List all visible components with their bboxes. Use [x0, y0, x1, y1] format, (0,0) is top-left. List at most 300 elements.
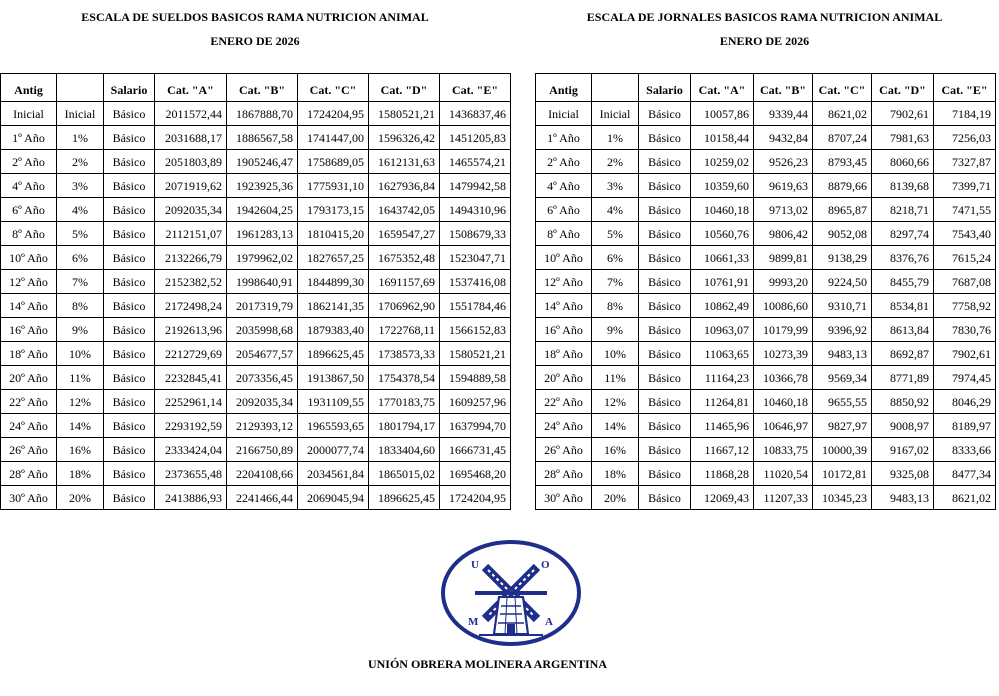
table-cell: 7981,63 [872, 126, 934, 150]
table-row [536, 318, 996, 342]
table-cell: 22º Año [1, 390, 57, 414]
table-cell: Inicial [536, 102, 592, 126]
table-cell: 1942604,25 [227, 198, 298, 222]
table-cell: 1479942,58 [440, 174, 511, 198]
table-cell: 8692,87 [872, 342, 934, 366]
table-cell: Básico [104, 486, 155, 510]
table-cell: 7471,55 [934, 198, 996, 222]
table-cell: 9% [57, 318, 104, 342]
wage-table [535, 73, 996, 510]
table-cell: 1998640,91 [227, 270, 298, 294]
table-cell: Básico [639, 294, 691, 318]
table-cell: 9310,71 [813, 294, 872, 318]
table-cell: 1436837,46 [440, 102, 511, 126]
table-cell: 3% [592, 174, 639, 198]
table-cell: 1722768,11 [369, 318, 440, 342]
table-cell: 10366,78 [754, 366, 813, 390]
table-cell: Básico [104, 126, 155, 150]
table-cell: 10661,33 [691, 246, 754, 270]
table-cell: 2152382,52 [155, 270, 227, 294]
table-cell: 1691157,69 [369, 270, 440, 294]
table-cell: 7902,61 [872, 102, 934, 126]
table-cell: 8139,68 [872, 174, 934, 198]
table-cell: 8477,34 [934, 462, 996, 486]
table-row [1, 342, 511, 366]
table-cell: 1627936,84 [369, 174, 440, 198]
table-cell: 1862141,35 [298, 294, 369, 318]
column-header: Cat. "D" [872, 74, 934, 102]
table-cell: Básico [104, 390, 155, 414]
table-cell: 1451205,83 [440, 126, 511, 150]
table-cell: 10460,18 [754, 390, 813, 414]
table-cell: 9138,29 [813, 246, 872, 270]
table-cell: 1961283,13 [227, 222, 298, 246]
logo-letter-m: M [468, 616, 479, 628]
table-cell: 7758,92 [934, 294, 996, 318]
table-cell: 2011572,44 [155, 102, 227, 126]
table-row [536, 270, 996, 294]
logo-letter-u: U [471, 559, 479, 571]
table-cell: 2071919,62 [155, 174, 227, 198]
table-cell: 28º Año [536, 462, 592, 486]
table-cell: 8621,02 [934, 486, 996, 510]
table-cell: 1596326,42 [369, 126, 440, 150]
salary-date: ENERO DE 2026 [210, 34, 300, 48]
table-cell: Básico [104, 462, 155, 486]
table-cell: Básico [104, 438, 155, 462]
table-cell: Básico [639, 222, 691, 246]
table-cell: 1965593,65 [298, 414, 369, 438]
table-cell: 10273,39 [754, 342, 813, 366]
table-row [1, 150, 511, 174]
table-cell: 1523047,71 [440, 246, 511, 270]
table-row [536, 222, 996, 246]
table-cell: 9325,08 [872, 462, 934, 486]
table-cell: 2092035,34 [227, 390, 298, 414]
table-cell: 8046,29 [934, 390, 996, 414]
table-cell: 1º Año [536, 126, 592, 150]
table-cell: 1867888,70 [227, 102, 298, 126]
table-cell: 3% [57, 174, 104, 198]
table-cell: 10% [592, 342, 639, 366]
table-cell: Inicial [57, 102, 104, 126]
table-cell: 10º Año [536, 246, 592, 270]
table-cell: 1465574,21 [440, 150, 511, 174]
table-cell: 22º Año [536, 390, 592, 414]
table-cell: 10057,86 [691, 102, 754, 126]
table-cell: 10646,97 [754, 414, 813, 438]
table-cell: 2232845,41 [155, 366, 227, 390]
column-header: Antig [1, 74, 57, 102]
table-cell: 8534,81 [872, 294, 934, 318]
table-row [536, 198, 996, 222]
table-cell: 10259,02 [691, 150, 754, 174]
table-cell: 2172498,24 [155, 294, 227, 318]
table-cell: 1494310,96 [440, 198, 511, 222]
table-cell: 18º Año [536, 342, 592, 366]
table-cell: 7974,45 [934, 366, 996, 390]
table-cell: 8850,92 [872, 390, 934, 414]
table-cell: Básico [639, 462, 691, 486]
table-cell: 8333,66 [934, 438, 996, 462]
header-row [1, 74, 511, 102]
column-header: Cat. "E" [440, 74, 511, 102]
table-cell: 28º Año [1, 462, 57, 486]
table-cell: 1566152,83 [440, 318, 511, 342]
table-cell: 2034561,84 [298, 462, 369, 486]
table-cell: 2132266,79 [155, 246, 227, 270]
table-cell: 20º Año [1, 366, 57, 390]
table-cell: 1905246,47 [227, 150, 298, 174]
table-cell: 9899,81 [754, 246, 813, 270]
table-cell: 8º Año [1, 222, 57, 246]
table-cell: 1724204,95 [440, 486, 511, 510]
table-row [1, 126, 511, 150]
table-cell: 9483,13 [872, 486, 934, 510]
table-cell: 11063,65 [691, 342, 754, 366]
column-header: Cat. "E" [934, 74, 996, 102]
table-cell: 9483,13 [813, 342, 872, 366]
table-cell: 18º Año [1, 342, 57, 366]
wage-date: ENERO DE 2026 [719, 34, 810, 48]
table-row [1, 390, 511, 414]
table-cell: 11164,23 [691, 366, 754, 390]
table-cell: 10460,18 [691, 198, 754, 222]
table-cell: 2º Año [1, 150, 57, 174]
table-cell: 1594889,58 [440, 366, 511, 390]
table-cell: 1551784,46 [440, 294, 511, 318]
table-cell: 1609257,96 [440, 390, 511, 414]
table-cell: 2051803,89 [155, 150, 227, 174]
table-cell: Inicial [1, 102, 57, 126]
table-cell: 6º Año [536, 198, 592, 222]
table-cell: 8376,76 [872, 246, 934, 270]
table-row [1, 486, 511, 510]
table-cell: 2069045,94 [298, 486, 369, 510]
table-cell: 8771,89 [872, 366, 934, 390]
table-cell: 7902,61 [934, 342, 996, 366]
table-cell: 1675352,48 [369, 246, 440, 270]
table-cell: 6% [57, 246, 104, 270]
column-header: Cat. "B" [227, 74, 298, 102]
table-cell: 10963,07 [691, 318, 754, 342]
table-cell: 11% [592, 366, 639, 390]
table-cell: 10345,23 [813, 486, 872, 510]
table-cell: 2031688,17 [155, 126, 227, 150]
table-cell: 1537416,08 [440, 270, 511, 294]
table-cell: Básico [639, 438, 691, 462]
wage-title: ESCALA DE JORNALES BASICOS RAMA NUTRICION ANIMAL [586, 10, 943, 24]
table-cell: Básico [104, 102, 155, 126]
table-cell: 11868,28 [691, 462, 754, 486]
table-cell: 1775931,10 [298, 174, 369, 198]
table-cell: 1724204,95 [298, 102, 369, 126]
table-cell: 11667,12 [691, 438, 754, 462]
table-cell: 2333424,04 [155, 438, 227, 462]
table-row [1, 198, 511, 222]
table-cell: Básico [639, 126, 691, 150]
table-cell: 16% [592, 438, 639, 462]
table-cell: Inicial [592, 102, 639, 126]
table-cell: 9569,34 [813, 366, 872, 390]
table-row [1, 102, 511, 126]
table-cell: 11020,54 [754, 462, 813, 486]
table-row [536, 150, 996, 174]
table-cell: 9655,55 [813, 390, 872, 414]
table-cell: 1827657,25 [298, 246, 369, 270]
salary-table [0, 73, 511, 510]
table-cell: 12º Año [1, 270, 57, 294]
table-cell: 9713,02 [754, 198, 813, 222]
table-cell: 10833,75 [754, 438, 813, 462]
table-cell: 1706962,90 [369, 294, 440, 318]
table-cell: 5% [592, 222, 639, 246]
table-cell: 2413886,93 [155, 486, 227, 510]
column-header: Cat. "D" [369, 74, 440, 102]
table-cell: Básico [639, 318, 691, 342]
table-cell: 10158,44 [691, 126, 754, 150]
table-cell: 12º Año [536, 270, 592, 294]
table-row [536, 174, 996, 198]
windmill-icon [475, 567, 547, 635]
table-cell: 30º Año [536, 486, 592, 510]
table-cell: 4º Año [536, 174, 592, 198]
table-cell: 26º Año [1, 438, 57, 462]
table-cell: 1738573,33 [369, 342, 440, 366]
table-cell: 5% [57, 222, 104, 246]
table-cell: 1833404,60 [369, 438, 440, 462]
table-cell: 2054677,57 [227, 342, 298, 366]
table-cell: 1923925,36 [227, 174, 298, 198]
table-cell: 9526,23 [754, 150, 813, 174]
table-row [536, 126, 996, 150]
table-row [1, 414, 511, 438]
table-cell: 1666731,45 [440, 438, 511, 462]
table-cell: 4º Año [1, 174, 57, 198]
table-row [536, 414, 996, 438]
column-header: Cat. "B" [754, 74, 813, 102]
table-cell: 6% [592, 246, 639, 270]
table-cell: 2% [592, 150, 639, 174]
table-cell: Básico [104, 150, 155, 174]
footer-org-text: UNIÓN OBRERA MOLINERA ARGENTINA [367, 657, 608, 671]
table-cell: Básico [639, 102, 691, 126]
table-cell: Básico [639, 174, 691, 198]
table-cell: 14% [592, 414, 639, 438]
table-cell: 10359,60 [691, 174, 754, 198]
table-cell: 9339,44 [754, 102, 813, 126]
table-cell: Básico [639, 150, 691, 174]
table-cell: Básico [639, 198, 691, 222]
table-cell: 8707,24 [813, 126, 872, 150]
table-cell: 1879383,40 [298, 318, 369, 342]
table-cell: 1810415,20 [298, 222, 369, 246]
table-cell: Básico [639, 414, 691, 438]
table-cell: 9806,42 [754, 222, 813, 246]
table-cell: 1580521,21 [440, 342, 511, 366]
table-cell: 1612131,63 [369, 150, 440, 174]
table-cell: 1637994,70 [440, 414, 511, 438]
table-cell: 1931109,55 [298, 390, 369, 414]
table-cell: 18% [592, 462, 639, 486]
column-header: Cat. "A" [155, 74, 227, 102]
column-header: Cat. "A" [691, 74, 754, 102]
table-row [536, 342, 996, 366]
table-row [536, 462, 996, 486]
table-cell: 1% [592, 126, 639, 150]
table-row [1, 294, 511, 318]
table-cell: 1758689,05 [298, 150, 369, 174]
column-header: Salario [104, 74, 155, 102]
table-row [1, 438, 511, 462]
table-cell: 14º Año [1, 294, 57, 318]
table-cell: 7543,40 [934, 222, 996, 246]
table-row [1, 270, 511, 294]
table-cell: 8455,79 [872, 270, 934, 294]
table-cell: 24º Año [1, 414, 57, 438]
table-cell: 8189,97 [934, 414, 996, 438]
table-row [536, 486, 996, 510]
table-cell: Básico [639, 366, 691, 390]
table-cell: Básico [104, 414, 155, 438]
table-row [536, 294, 996, 318]
table-cell: 2017319,79 [227, 294, 298, 318]
table-cell: 8879,66 [813, 174, 872, 198]
table-cell: 8613,84 [872, 318, 934, 342]
table-cell: 9619,63 [754, 174, 813, 198]
table-cell: 8621,02 [813, 102, 872, 126]
table-cell: 7256,03 [934, 126, 996, 150]
table-cell: 1886567,58 [227, 126, 298, 150]
table-cell: 2166750,89 [227, 438, 298, 462]
table-cell: 11264,81 [691, 390, 754, 414]
table-cell: Básico [104, 318, 155, 342]
table-cell: 9827,97 [813, 414, 872, 438]
table-cell: 2373655,48 [155, 462, 227, 486]
table-cell: Básico [104, 174, 155, 198]
table-cell: Básico [104, 270, 155, 294]
table-row [1, 246, 511, 270]
column-header: Cat. "C" [813, 74, 872, 102]
table-row [536, 366, 996, 390]
table-cell: 7687,08 [934, 270, 996, 294]
table-cell: 10761,91 [691, 270, 754, 294]
table-row [1, 318, 511, 342]
table-cell: 1844899,30 [298, 270, 369, 294]
table-cell: 11% [57, 366, 104, 390]
table-cell: 10086,60 [754, 294, 813, 318]
table-cell: 6º Año [1, 198, 57, 222]
header-row [536, 74, 996, 102]
table-cell: Básico [639, 270, 691, 294]
table-cell: 7615,24 [934, 246, 996, 270]
table-cell: 7184,19 [934, 102, 996, 126]
table-cell: 1801794,17 [369, 414, 440, 438]
table-cell: 1º Año [1, 126, 57, 150]
table-cell: 9993,20 [754, 270, 813, 294]
table-cell: 9167,02 [872, 438, 934, 462]
table-cell: 2252961,14 [155, 390, 227, 414]
table-row [1, 174, 511, 198]
table-cell: 1643742,05 [369, 198, 440, 222]
footer-org-name [0, 657, 999, 672]
table-row [536, 390, 996, 414]
table-cell: 2% [57, 150, 104, 174]
table-cell: 2º Año [536, 150, 592, 174]
table-cell: 10000,39 [813, 438, 872, 462]
salary-title: ESCALA DE SUELDOS BASICOS RAMA NUTRICION ANIMAL [81, 10, 429, 24]
table-cell: 1896625,45 [298, 342, 369, 366]
table-cell: 7327,87 [934, 150, 996, 174]
column-header: Salario [639, 74, 691, 102]
table-cell: 14% [57, 414, 104, 438]
table-cell: Básico [639, 486, 691, 510]
table-cell: 10560,76 [691, 222, 754, 246]
uoma-logo [441, 540, 581, 646]
table-cell: 9224,50 [813, 270, 872, 294]
table-cell: 1695468,20 [440, 462, 511, 486]
table-cell: 14º Año [536, 294, 592, 318]
table-cell: 1865015,02 [369, 462, 440, 486]
table-cell: 12069,43 [691, 486, 754, 510]
table-cell: 30º Año [1, 486, 57, 510]
table-cell: 1793173,15 [298, 198, 369, 222]
column-header [592, 74, 639, 102]
table-cell: 10% [57, 342, 104, 366]
table-cell: 20% [57, 486, 104, 510]
table-cell: 2035998,68 [227, 318, 298, 342]
table-cell: 4% [57, 198, 104, 222]
table-cell: 7830,76 [934, 318, 996, 342]
table-cell: 12% [57, 390, 104, 414]
table-cell: 9008,97 [872, 414, 934, 438]
table-row [1, 366, 511, 390]
table-cell: 4% [592, 198, 639, 222]
table-cell: 16% [57, 438, 104, 462]
table-row [1, 462, 511, 486]
table-cell: 9052,08 [813, 222, 872, 246]
table-cell: 7% [592, 270, 639, 294]
table-cell: 8297,74 [872, 222, 934, 246]
table-cell: 8º Año [536, 222, 592, 246]
table-cell: 8218,71 [872, 198, 934, 222]
table-cell: 2092035,34 [155, 198, 227, 222]
table-cell: 11465,96 [691, 414, 754, 438]
logo-letter-a: A [545, 616, 553, 628]
table-cell: Básico [104, 222, 155, 246]
table-cell: 20% [592, 486, 639, 510]
column-header [57, 74, 104, 102]
table-cell: 10172,81 [813, 462, 872, 486]
table-cell: 2212729,69 [155, 342, 227, 366]
table-cell: Básico [104, 366, 155, 390]
table-cell: 18% [57, 462, 104, 486]
table-cell: 7399,71 [934, 174, 996, 198]
table-cell: 1508679,33 [440, 222, 511, 246]
table-cell: Básico [104, 246, 155, 270]
table-cell: Básico [104, 294, 155, 318]
table-cell: Básico [639, 390, 691, 414]
table-cell: 8793,45 [813, 150, 872, 174]
table-cell: 2293192,59 [155, 414, 227, 438]
table-cell: 16º Año [536, 318, 592, 342]
table-cell: 12% [592, 390, 639, 414]
table-cell: 2000077,74 [298, 438, 369, 462]
table-cell: 1741447,00 [298, 126, 369, 150]
table-cell: 11207,33 [754, 486, 813, 510]
table-cell: 1580521,21 [369, 102, 440, 126]
table-cell: Básico [639, 342, 691, 366]
